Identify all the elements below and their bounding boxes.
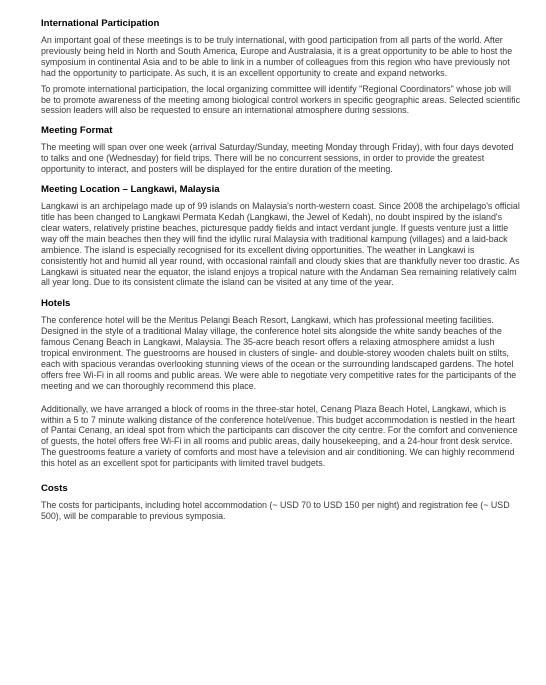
paragraph-meeting-format: The meeting will span over one week (arrival Saturday/Sunday, meeting Monday through Friday), with four days devoted to talks and one (Wednesday) for field trips. There will be no concurrent sessions, in order to provide the greatest opportunity to interact, and posters will be displayed for the entire duration of the meeting. [41, 142, 514, 175]
heading-meeting-location: Meeting Location – Langkawi, Malaysia [41, 184, 220, 196]
paragraph-meeting-location: Langkawi is an archipelago made up of 99 islands on Malaysia's north-western coast. Since 2008 the archipelago's official title has been changed to Langkawi Permata Kedah (Langkawi, the Jewel of Kedah), no doubt inspired by the island's clear waters, relatively pristine beaches, picturesque paddy fields and intact verdant jungle. If guests venture just a little way off the main beaches then they will find the idyllic rural Malaysia with traditional kampung (villages) and a laid-back ambience. The island is especially recognised for its excellent diving opportunities. The weather in Langkawi is consistently hot and humid all year round, with occasional rainfall and cloudy skies that are thankfully never too drastic. As Langkawi is situated near the equator, the island enjoys a tropical nature with the Andaman Sea remaining relatively calm all year long. Due to its consistent climate the island can be visited at any time of the year. [41, 201, 520, 288]
paragraph-hotels-2: Additionally, we have arranged a block of rooms in the three-star hotel, Cenang Plaza Beach Hotel, Langkawi, which is within a 5 to 7 minute walking distance of the conference hotel/venue. This budget accommodation is nestled in the heart of Pantai Cenang, an ideal spot from which the participants can discover the city centre. For the comfort and convenience of guests, the hotel offers free Wi-Fi in all rooms and public areas, daily housekeeping, and a 24-hour front desk service. The guestrooms feature a variety of comforts and most have a television and air conditioning. We can highly recommend this hotel as an excellent spot for participants with limited travel budgets. [41, 403, 518, 469]
paragraph-international-1: An important goal of these meetings is to be truly international, with good participation from all parts of the world. After previously being held in North and South America, Europe and Australasia, it is a great opportunity to be able to host the symposium in continental Asia and to be able to link in a number of colleagues from this region who have previously not had the opportunity to participate. As such, it is an excellent opportunity to create and expand networks. [41, 35, 513, 78]
heading-meeting-format: Meeting Format [41, 125, 113, 137]
paragraph-costs: The costs for participants, including hotel accommodation (~ USD 70 to USD 150 per night) and registration fee (~ USD 500), will be comparable to previous symposia. [41, 500, 510, 521]
heading-hotels: Hotels [41, 298, 71, 310]
paragraph-international-2: To promote international participation, the local organizing committee will identify "Regional Coordinators" whose job will be to promote awareness of the meeting among biological control workers in specific geographic areas. Selected scientific session leaders will also be requested to ensure an international atmosphere during sessions. [41, 83, 521, 116]
heading-international-participation: International Participation [41, 18, 160, 29]
paragraph-hotels-1: The conference hotel will be the Meritus Pelangi Beach Resort, Langkawi, which has professional meeting facilities. Designed in the style of a traditional Malay village, the conference hotel sits alongside the white sandy beaches of the famous Cenang Beach in Langkawi, Malaysia. The 35-acre beach resort offers a relaxing atmosphere amidst a lush tropical environment. The guestrooms are housed in clusters of single- and double-storey wooden chalets built on stilts, each with spacious verandas overlooking stunning views of the ocean or the surrounding landscaped gardens. The hotel offers free Wi-Fi in all rooms and public areas. We were able to negotiate very competitive rates for the participants of the meeting and we can thoroughly recommend this place. [41, 315, 517, 391]
heading-costs: Costs [41, 483, 68, 495]
